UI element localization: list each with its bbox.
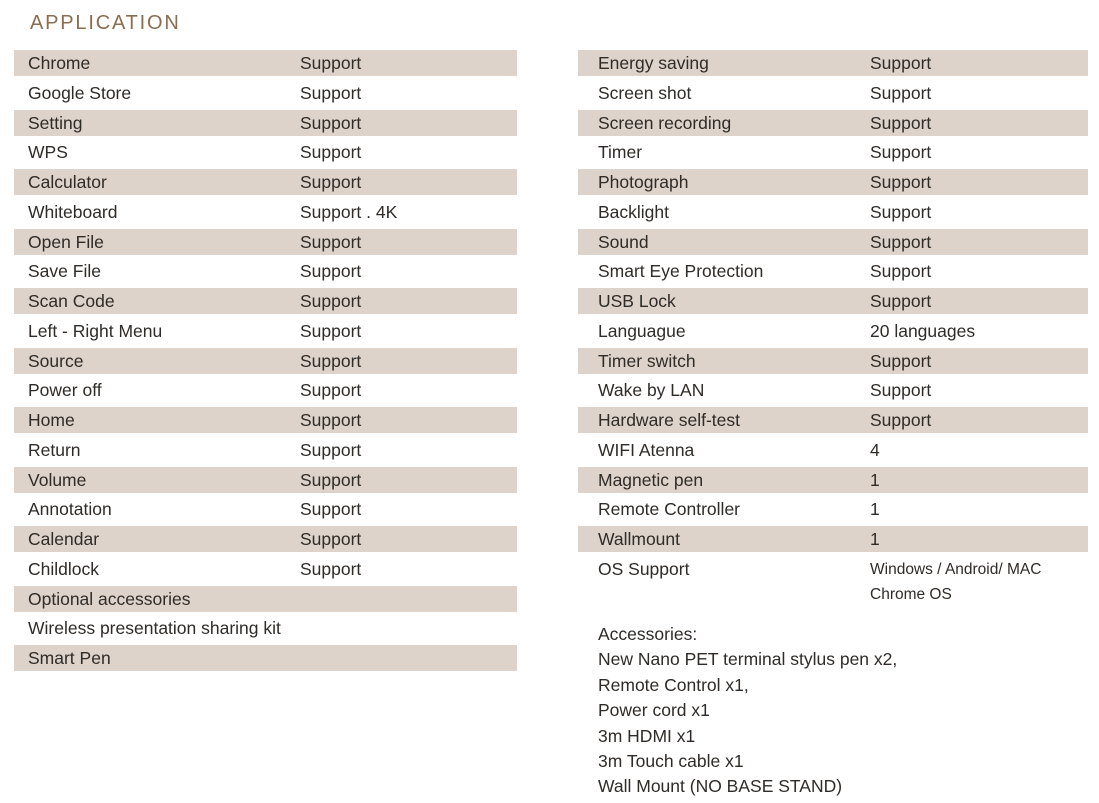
spec-label: WPS: [28, 142, 68, 163]
spec-value: Support: [300, 469, 362, 490]
spec-label: Backlight: [598, 201, 670, 222]
spec-value: 1: [870, 499, 880, 520]
spec-label: Setting: [28, 112, 83, 133]
spec-value: Support: [300, 380, 362, 401]
spec-label: Languague: [598, 320, 686, 341]
table-row: [578, 169, 1088, 195]
spec-value-line2: Chrome OS: [870, 586, 952, 604]
table-row: [578, 199, 1088, 225]
spec-value: Support: [300, 112, 362, 133]
spec-value: [300, 615, 517, 641]
spec-value: Support: [870, 82, 932, 103]
spec-label: Calculator: [28, 172, 107, 192]
spec-value: Support: [300, 82, 362, 103]
spec-label: USB Lock: [598, 291, 676, 311]
spec-label: Left - Right Menu: [28, 320, 163, 341]
spec-value: Support: [870, 142, 932, 163]
spec-value: Support: [300, 291, 362, 311]
spec-label: Hardware self-test: [598, 410, 740, 430]
page-title: APPLICATION: [30, 12, 181, 34]
spec-value: Support: [300, 529, 362, 549]
spec-label: Save File: [28, 261, 101, 282]
table-row: [14, 586, 517, 612]
spec-label: Energy saving: [598, 53, 709, 73]
spec-value: Support: [300, 350, 362, 371]
spec-label: Sound: [598, 231, 649, 252]
table-row: [578, 288, 1088, 314]
table-row: [14, 258, 517, 284]
table-row: [578, 348, 1088, 374]
spec-value: Support: [870, 291, 932, 311]
table-row: [578, 496, 1088, 522]
table-row: [578, 377, 1088, 403]
table-row: [14, 139, 517, 165]
spec-label: Screen shot: [598, 82, 692, 103]
table-row: [14, 169, 517, 195]
spec-value: [300, 586, 517, 612]
table-row: [14, 526, 517, 552]
spec-value: Support: [300, 558, 362, 579]
spec-label: OS Support: [598, 558, 690, 579]
spec-value: Support: [300, 499, 362, 520]
table-row: [578, 437, 1088, 463]
spec-label: Calendar: [28, 529, 100, 549]
spec-value: Support: [870, 410, 932, 430]
spec-label: Return: [28, 439, 81, 460]
table-row: [14, 110, 517, 136]
spec-value: Support: [870, 231, 932, 252]
spec-label: Magnetic pen: [598, 469, 704, 490]
table-row: [578, 556, 1088, 612]
spec-value: Support: [870, 201, 932, 222]
spec-label: Photograph: [598, 172, 689, 192]
spec-value: Support: [300, 142, 362, 163]
table-row: [578, 50, 1088, 76]
accessories-note: [598, 622, 1078, 800]
spec-value: 1: [870, 469, 880, 490]
table-row: [14, 50, 517, 76]
spec-label: Home: [28, 410, 75, 430]
spec-value: Support: [870, 261, 932, 282]
table-row: [578, 318, 1088, 344]
spec-value: 4: [870, 439, 880, 460]
spec-label: Chrome: [28, 53, 91, 73]
spec-label: Scan Code: [28, 291, 115, 311]
spec-value: [300, 645, 517, 671]
table-row: [578, 80, 1088, 106]
table-row: [14, 437, 517, 463]
table-row: [14, 645, 517, 671]
table-row: [14, 80, 517, 106]
spec-value: 1: [870, 529, 880, 549]
accessories-line: Power cord x1: [598, 700, 710, 721]
spec-value: Support: [870, 53, 932, 73]
spec-value: Support . 4K: [300, 201, 398, 222]
application-table-right: [578, 50, 1088, 615]
spec-label: Smart Pen: [28, 648, 111, 668]
table-row: [578, 258, 1088, 284]
table-row: [578, 467, 1088, 493]
application-table-left: [14, 50, 517, 675]
spec-label: WIFI Atenna: [598, 439, 695, 460]
spec-value: Support: [300, 439, 362, 460]
table-row: [14, 496, 517, 522]
spec-label: Smart Eye Protection: [598, 261, 764, 282]
spec-label: Power off: [28, 380, 102, 401]
spec-value: Support: [870, 380, 932, 401]
table-row: [14, 288, 517, 314]
spec-label: Wallmount: [598, 529, 681, 549]
table-row: [14, 318, 517, 344]
table-row: [14, 407, 517, 433]
spec-value: Support: [870, 112, 932, 133]
spec-label: Open File: [28, 231, 104, 252]
spec-label: Screen recording: [598, 112, 732, 133]
table-row: [578, 229, 1088, 255]
spec-label: Source: [28, 350, 84, 371]
spec-value: Support: [300, 320, 362, 341]
spec-value: Support: [300, 172, 362, 192]
spec-label: Volume: [28, 469, 87, 490]
spec-value: Support: [300, 261, 362, 282]
spec-label: Optional accessories: [28, 588, 191, 609]
accessories-line: 3m Touch cable x1: [598, 751, 744, 772]
accessories-line: Accessories:: [598, 624, 698, 644]
table-row: [14, 556, 517, 582]
table-row: [578, 110, 1088, 136]
accessories-line: New Nano PET terminal stylus pen x2,: [598, 649, 898, 670]
spec-label: Annotation: [28, 499, 112, 520]
spec-value: Support: [870, 172, 932, 192]
spec-value: Support: [300, 231, 362, 252]
accessories-line: 3m HDMI x1: [598, 725, 696, 746]
spec-label: Timer switch: [598, 350, 696, 371]
table-row: [578, 526, 1088, 552]
spec-value: Support: [870, 350, 932, 371]
spec-value: Support: [300, 410, 362, 430]
table-row: [578, 407, 1088, 433]
spec-label: Google Store: [28, 82, 132, 103]
spec-label: Whiteboard: [28, 201, 118, 222]
table-row: [578, 139, 1088, 165]
spec-label: Remote Controller: [598, 499, 740, 520]
accessories-line: Remote Control x1,: [598, 674, 749, 695]
spec-label: Childlock: [28, 558, 99, 579]
spec-value: Support: [300, 53, 362, 73]
spec-value: [870, 556, 1088, 612]
table-row: [14, 467, 517, 493]
table-row: [14, 348, 517, 374]
table-row: [14, 377, 517, 403]
spec-value-line1: Windows / Android/ MAC: [870, 560, 1042, 578]
spec-label: Wireless presentation sharing kit: [28, 618, 281, 639]
spec-label: Wake by LAN: [598, 380, 705, 401]
table-row: [14, 615, 517, 641]
accessories-line: Wall Mount (NO BASE STAND): [598, 776, 843, 797]
table-row: [14, 199, 517, 225]
spec-label: Timer: [598, 142, 643, 163]
table-row: [14, 229, 517, 255]
spec-value: 20 languages: [870, 320, 976, 341]
